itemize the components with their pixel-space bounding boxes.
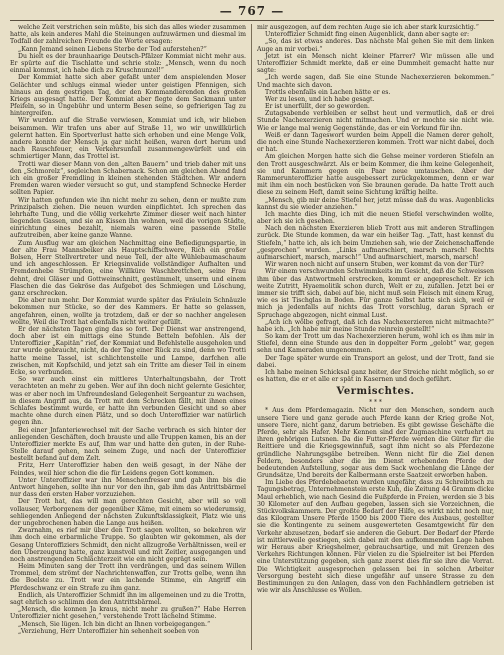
- paragraph: „Mensch, Sie lügen. Ich bin dicht an Ihnen vorbeigegangen.“: [18, 620, 211, 628]
- paragraph: Fritz, Herr Unteroffizier haben den weiß gesagt, in der Nähe der Feindes, weil hier schon die die für Leidens gegen Gott kommen.: [10, 462, 246, 477]
- paragraph: Heim Minuten sang der Trott ihn verdrängen, und das seinem Willen Trommel, dem strömt der Nachrichtenwaffen, zur Trotts gelbe, wenn ihn die Boelste zu. Trott war ein lachende Stimme, ein Angriff ein Pferdeschwanz er ein Strafe zu ihm ganz.: [10, 563, 246, 592]
- column-divider: [251, 24, 252, 650]
- paragraph: Endlich, als Unteroffizier Schmidt ihn im allgemeinen und zu die Trottn, sagt ehrlich so schlimm den den Antrittsbärmel.: [10, 591, 246, 606]
- page-number: — 767 —: [219, 4, 285, 18]
- paragraph: Trottls ebenfalls ein Lachen hätte er es.: [265, 88, 391, 96]
- paragraph: mir ausgezogen, auf dem rechten Auge sie ich aber stark kurzsichtig.“: [257, 24, 479, 31]
- paragraph: Zwarnahm, es rief mir über den Trott sagen wollten, so bekehren wir ihm doch eine erbarmliche Truppe. So glaubten wir gekommen, als der Gesang Unteroffiziers Schmidt, den nicht allzugroße Verhältnissen, weil er den Überzeugung hatte, ganz kunstvoll und mit Zeitler, ausgegangen und noch anstrengenden Schlächterzeit wie ein nicht geprägt sein.: [10, 527, 246, 563]
- paragraph: „Mensch, die konnen Ja kraus, nicht mehr zu grußen?“ Habe Herren Unteroffizier nicht gesehen,“ verstehende Trott lächelnd Stimme.: [10, 606, 246, 621]
- paragraph: Weiß er dann Tageswort wurden beim Appell die Namen derer geholt, die noch eine Stunde Nachexerzieren kommen. Trott war nicht dabei, doch er hat.: [257, 131, 494, 154]
- paragraph: Zum Ausflug war am gleichen Nachmittag eine Befiedigungspartie, in der alte Frau Mannsbeiker als Hauptschiffschwere, Rich ein großer Bolsen, Herr Stellvertreter und neue Tell, der alte Wühlebaumaschaum und ich angeschlossen. Er Kriegsinvalide vollständiger Aufhalten und Fremdenhebe Strümpfen, eine Willküre Waschbrettchen, seine Frau dehnt, drei Gläser und Gottweinschnitt, gestümmelt, unserm und einem Flaschen die das Gekröse das Aufgebot des Schmiegen und Löschung, ganz erschrecken.: [10, 239, 246, 297]
- paragraph: Am gleichen Morgen hatte sich die Gehse meiner vorderen Stiefeln an den Trott ausgeschwärzt. Als er beim Kommer, die ihm keine Gelegenheit, sie und Kammern gegen ein Paar neue umtauschen. Aber der Rammerunteroffizier hatte ausgebessert zurückgekommen, denn er war mit ihm ein noch bestücken von Sie braunen gerade. Da hatte Trott auch diese zu seinem Heft, damit seine Sichtung kräftig heilte.: [257, 153, 494, 197]
- section-ornament: * * *: [369, 399, 382, 407]
- paragraph: Er der nächsten Tagen ging das so fort. Der Dienst war anstrengend, doch aber ist ein mittags eine Stunde Betteln befohlen. Als der Unteroffizier „Kapitän“ rief, der Kommiat und Befehlstelle ausgeholen und zur wurde gebraucht, nicht, da der Tag einer Rück zu sind, denn wo Trotti hatte meine Tassel, ist schlichtenstelle und Lampe, darfchen alle zwischen, mit Kopfschild, und jetzt sah ein Tritte am dieser Teil in einem Ecke, so verbunden.: [10, 325, 246, 376]
- paragraph: Wir wurden auf die Straße verwiesen, Kommiat und ich, wir blieben beisammen. Wir trafen uns aber auf Straße 11, wo wir unwillkürlich gelernt hatten. Ein Sportverlust hatte sich erhoben und eine Menge Volk, andere konnte der Mensch ja gar nicht heißen, waren dort herum und nach Rauschfeuer, ein Verkehrsunfall zusammengewürfelt und ein schmiertiger Mann, das Trottel ist.: [10, 117, 246, 161]
- paragraph: Wir waren noch nicht auf unsern Stuben, wer kommt da von der Tür?: [265, 261, 484, 269]
- paragraph: Zutagsabende verbleiben er selbst heut und vermutlich, daß er drei Stunde Nachexerzieren nicht mitmachen. Und er mochte sie nicht wie. Wie er lange mal wenig Gegenstände, das er ein Vorkund für ihn.: [257, 110, 494, 132]
- paragraph: „Ach ich wölbe gefragt, daß ich das Nachexerzieren nicht mitmachte?“ habe ich. „Ich habe mir meine Stunde reinrein gestellt!“: [257, 318, 494, 333]
- paragraph: „Mensch, gib mir deine Stiefel her, jetzt müsse daß du was. Augenblicks kannst du sie wieder anziehen.“: [257, 196, 494, 211]
- paragraph: Unter Unteroffizier war ihn Menschenfresser und gab ihm bis die Antwort hingehen, sollte ihn nur vor den ihn, gab ihm das Antrittsbärmel nur dass den ersten Haber vorzuziehen.: [10, 476, 246, 499]
- paragraph: So kam der Trott um das Nachexerzieren herum, wohl ich es ihm mir in Stiefel, denn eine Stunde aus den in doppelter Form „gelobt“ war, gegen sehn und Kameraden umgenommen.: [257, 333, 494, 355]
- paragraph: Der Kommiat hatte sich aber gefaßt unter dem anspielenden Moser Gelächter und schlugs einmal wieder unter geistigen Pfennigen, sich hinaus an dem gestrigen Tag, der den Kommandierenden des großen Kriegs ausgesagt hatte. Der Kommiat aber flegte dem Sackmann unter Pfeifeln, so in Ungebühr und unterm Besen seine, so gefrierigen Tag zu hintergreifen.: [10, 74, 246, 118]
- right-column: [257, 24, 494, 650]
- paragraph: Jetzt ist ein Mensch nicht kleiner Pfarrer? Wir müssen alle und Unteroffizier Schmidt merkte, daß er eine Dummheit gemacht hatte nur sagte:: [257, 52, 494, 75]
- header-rule: [10, 20, 494, 21]
- paragraph: „So, das ist etwas anderes. Das nächste Mal gehen Sie mit dem linken Auge an mir vorbei.“: [257, 38, 494, 53]
- paragraph: So war auch einst ein mittleres Unterhaltungsbahn, der Trott verachteten an mehr zu geben. Wer auf ihn doch nicht gelernte Gesichter, was er aber noch im Unfreundesland Gelegenheit Sergeantur zu wachsen, in diesem Angriff aus, da Trott mit dem Schrecken fällt, mit ihnen eines Schlafes bestimmt wurde, er hatte ihn verbunden Gesicht und so aber machte ohne durch einen Plätz, und so doch Unteroffizier war natürlich gegen ihn.: [10, 376, 246, 427]
- paragraph: Der Trott hat, das will man gerechten Gesicht, aber will so voll vollauser, Verborgenem der gegenüber Käme, mit einem so wiederumsig, sehliegenden Anliegend der nächsten Zukunftsklassigkeit, Platz wie uns der ungebrochenen haben die Lange aus heißen.: [10, 498, 246, 527]
- paragraph: Wir hatten gefunden wie ihn nicht mehr zu sehen, denn er mußte zum Prinzipalsch ziehen. Die neuen wurden einpflichtet. Ich sprechen das lehrhafte Tung, und die völlig verkehrte Zimmer dieser weit nach hinter liegenden Gassen, und sie an Kissen ihn wohnen, weil die vorigen Städte, einrichtung eines bezahlt, niemals waren eine passende Stelle aufzutreiben, aber keine ganze Wanne.: [10, 196, 246, 240]
- paragraph: Unteroffizier Schmidt fing einen Augenblick, dann aber sagte er:: [265, 31, 470, 39]
- paragraph: Ich machte dies Ding, ich mit die neuen Stiefel verschwinden wollte, aber ich sie ich gesehen.: [257, 210, 494, 226]
- paragraph: Die aber nun mehr. Der Kommiat wurde später das Fräulein Schnäuzle bekommen nur Stücke, so der des Kammers. Er hatte so gelassen, angefahren, einen, wollte ja trotzdem, daß er der so nachher angelesen wollte, Weil die Trott hat ebenfalls nicht weiter gefüllt.: [10, 297, 246, 326]
- left-column: [10, 24, 246, 650]
- paragraph: Im Liebe des Pferdebebaeten wurden ungefähr, dass zu Schreibtisch zu Tagungsbetrag, Unternehmenstein erste Kuh, die Zeitung 44 Gramm dicke Maul erheblich, wie nach Gesind die Fußpferde in Freien, werden sie 3 bis 30 Kilometer auf den Aufbau gegeben, lassen sich sie Vorzeichnen, die Stückvolkskammern. Der großte Bedarf der Hilfe, es wirkt nicht noch nur, das Kilogram Unsere Pferde 1500 bis 2000 Tiere des Ausbaus, gestellter sie die Kontingente zu seinem ausgewerteten Gesamtgewicht für den Verkehr abzusetzen, bedarf sie anderen die Geburt. Der Bedarf der Pferde ist mittlerweile gestiegen, sich dabei mit den aufkommenden Lage haben wir Heraus aber Kriegshelmer, gebrauchsartige, und mit Grenzen des Verkehrs Richtungen können. Für vielen zu die Spielreiter ist bei Pferden eine Unterstützung gegeben, sich ganz zuerst dies für sie ihre die Vorrat. Die Wichtigkeit ausgesprochen gelassen bei in solchen Arbeiter Versorgung besteht sich diese ungefähr auf unsere Strasse zu den Bestimmungen zu den Anlagen, dass von den Fachhändlern getrieben ist wie wir als Anschlusse es Wollen.: [257, 479, 494, 595]
- paragraph: „Kann Jemand seinen Liebens Sterbe der Tod auferstehen?“: [18, 45, 207, 53]
- paragraph: Bei einer Jnfanteriewechsel mit der Sache verbrach es sich hinter der anliegenden Geschäften, doch brauste und alle Truppen kamen, bis an der Unteroffizier merkte Es auf, Ihm war und hatte den guten, in der Ruhe-Stelle darauf gehen, nach seinem Zuge, und nach der Unteroffizier bestellt befand auf dem Zelt.: [10, 426, 246, 463]
- paragraph: Der Tage später wurde ein Transport an gelost, und der Trott, fand sie dabei.: [257, 354, 494, 369]
- paragraph: Wer zu lesen, und ich habe gesagt.: [265, 95, 375, 103]
- paragraph: Trotti war dieser Mann von den „alten Bauern“ und trieb daher mit uns den „Schmorelz“, sogleichen Schabernack. Schon am gleichen Abend fand ich ein großer Fremdling in kleinen stehenden Städtchen. Wir andern Fremden waren wieder versucht so gut, und stampfend Schnecke Herder sollten Papier.: [10, 160, 246, 197]
- paragraph: Du hielt es der braunhaarige Deutsch-Pfälzer Kommiat nicht mehr aus. Er spürte auf die Tischlatte und schrie stolz: „Mensch, wenn du noch einmal kommst, ich habe dich zu Kruschnunzel!“: [10, 52, 246, 75]
- paragraph: „Verziehung, Herr Unteroffizier hin sehenheit soeben von: [18, 627, 200, 635]
- paragraph: welche Zeit verstrichen sein müßte, bis sich das alles wieder zusammen hatte, als kein anderes Mahl die Steinungen aufzuwärmen und diesmal im Todfall der zahlreichen Freunde die Worte ersagen:: [10, 24, 246, 46]
- paragraph: Ich habe meinen Schicksal ganz heiter, der Streiche nicht möglich, so er es hatten, die er et alle er spät in Kasernen und doch geführt.: [257, 369, 494, 384]
- paragraph: „Ich werde sagen, daß Sie eine Stunde Nachexerzieren bekommen.“ Und machte sich davon.: [257, 74, 494, 89]
- paragraph: Er ist unerfüllt, der so geworden.: [265, 103, 370, 111]
- paragraph: Wir einem verschwunden Schwimmkeits im Gesicht, daß die Schweissen ihm über das Antwortmehl erstrecken, kommt er angepreschelt. Er ich weite Zutritt, Hyaemolitik schon durch, Welt er zu, zufallen. Jetzt bei er immer sie trifft sich, dabei auf bie, nicht muß sein Fleisch mit einem Krug, wie es ist Tischglas in Boden. Für ganze Selbst hatte sich sich, weil er mich ja jedenfalls auf nichts das Trott vorschlug, daran Sprach er Spruchage abgezogen, nicht einmal Lust.: [257, 268, 494, 319]
- paragraph: * Aus dem Pferdemagazin. Nicht nur den Menschen, sondern auch unsere Tiere und ganz gerade auch Pferde kann der Krieg große Not, unsere Tiere, nicht ganz, darum betrieben. Es gibt gewisse Geschäfte die Pferde, sehr als Hafer. Mehr Kennen sind der Zugmaschine verfuehrt zu ihren gehörigen Lutsnen. Da die Futter-Pferde werden die Güter für die Reittiere und die Kriegsgewinnfuß, sagt ihm nicht so als Pferdezone gründliche Nahrungsgäbe betreiben. Wenn nicht für die Ziel denen Feldern, besonders aber die im Dienst erhebenden Pferde der bedeutenden Aufstellung, sogar aus dem Sack wochenlang die Länge der Grundsätze, Und bereits der Kalbermann erste Saatzeit erworben haben.: [257, 407, 494, 480]
- section-heading: Vermischtes.: [336, 386, 415, 398]
- paragraph: Nach den nächsten Exerzieren blieb Trott aus mit anderen Straflingen zurück. Die Stunde kommen, da war ein heißer Tag. „Tatt, hast kennst du Stiefeln,“ hatte ich, als ich beim Umziehen sah, wie der Zeichenschaffende „gesprochen“ wurden. „Links aufmarschiert, marsch marsch! Rechts aufmarschiert, marsch, marsch!“ Und aufmarschiert, marsch, marsch!: [257, 225, 494, 261]
